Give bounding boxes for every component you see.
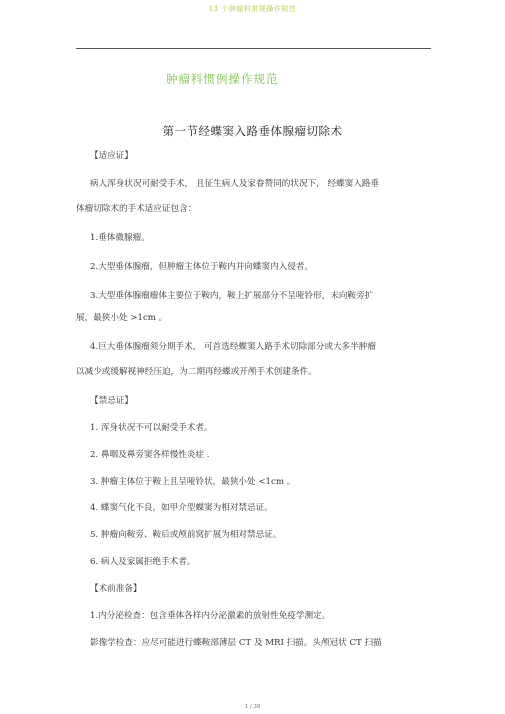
heading-preoperative: 【术前准备】 <box>90 584 142 594</box>
list-item: 3.大型垂体腺瘤瘤体主要位于鞍内，鞍上扩展部分不呈哑铃形，未向鞍旁扩 <box>90 291 374 301</box>
paragraph-line: 体瘤切除术的手术适应证包含： <box>76 204 197 214</box>
list-item: 5. 肿瘤向鞍旁、鞍后或颅前窝扩展为相对禁忌证。 <box>90 530 282 540</box>
heading-contraindications: 【禁忌证】 <box>90 396 133 406</box>
list-item: 1.垂体微腺瘤。 <box>90 233 150 243</box>
document-title: 肿瘤科惯例操作规范 <box>166 72 279 86</box>
list-item: 4. 蝶窦气化不良，如甲介型蝶窦为相对禁忌证。 <box>90 503 273 513</box>
list-item: 4.巨大垂体腺瘤须分期手术， 可首选经蝶窦人路手术切除部分或大多半肿瘤 <box>90 342 376 352</box>
page-header: 13 个肿瘤科常规操作规范 <box>208 5 297 13</box>
list-item: 6. 病人及家属拒绝手术者。 <box>90 557 196 567</box>
list-item: 3. 肿瘤主体位于鞍上且呈哑铃状，最狭小处 <1cm 。 <box>90 477 296 487</box>
list-item-continuation: 展，最狭小处 >1cm 。 <box>76 313 168 323</box>
paragraph-line: 影像学检查：应尽可能进行蝶鞍部薄层 CT 及 MRI 扫描。头颅冠状 CT 扫描 <box>90 638 382 648</box>
list-item: 2. 鼻咽及鼻旁窦各样慢性炎症 . <box>90 450 210 460</box>
list-item: 2.大型垂体腺瘤，但肿瘤主体位于鞍内并向蝶窦内入侵者。 <box>90 262 314 272</box>
list-item: 1.内分泌检查：包含垂体各样内分泌激素的放射性免疫学测定。 <box>90 611 331 621</box>
header-rule <box>76 48 431 49</box>
page-number: 1 / 39 <box>244 704 261 710</box>
list-item: 1. 浑身状况不可以耐受手术者。 <box>90 423 213 433</box>
list-item-continuation: 以减少或缓解视神经压迫，为二期再经蝶或开颅手术创建条件。 <box>76 367 317 377</box>
section-title: 第一节经蝶窦入路垂体腺瘤切除术 <box>162 124 343 138</box>
paragraph-line: 病人浑身状况可耐受手术， 且征生病人及家眷赞同的状况下， 经蝶窦入路垂 <box>90 179 380 189</box>
heading-indications: 【适应证】 <box>90 151 133 161</box>
